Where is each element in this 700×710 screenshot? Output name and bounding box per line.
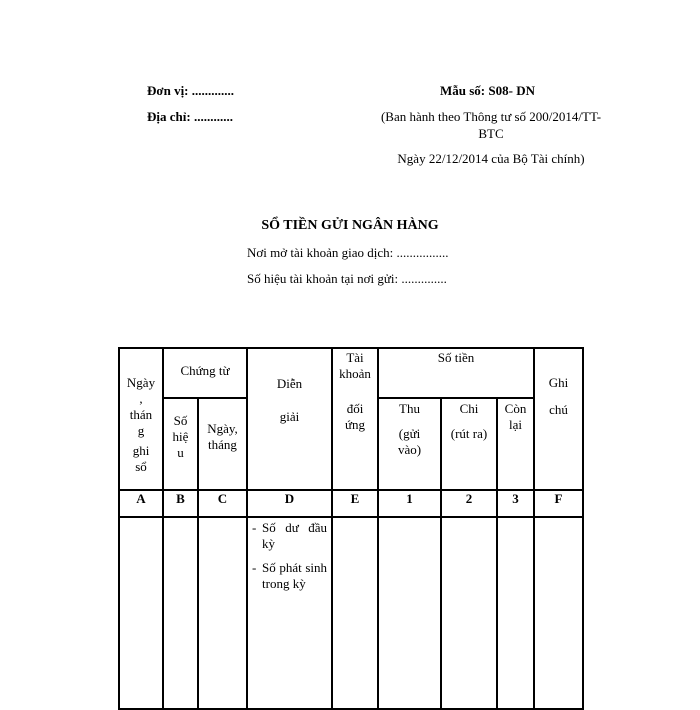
body-cell-remain <box>497 517 534 709</box>
col-voucher-date-header: Ngày, tháng <box>198 398 247 490</box>
body-cell-account <box>332 517 378 709</box>
letter-f: F <box>534 490 583 517</box>
col-in-header: Thu (gửi vào) <box>378 398 441 490</box>
col-voucher-number-header: Số hiệ u <box>163 398 198 490</box>
page-title: SỔ TIỀN GỬI NGÂN HÀNG <box>261 218 439 233</box>
account-number-line: Số hiệu tài khoản tại nơi gửi: .............. <box>247 271 447 286</box>
body-cell-in <box>378 517 441 709</box>
body-cell-out <box>441 517 497 709</box>
account-place-line: Nơi mở tài khoản giao dịch: ................ <box>247 245 449 260</box>
list-item: - Số dư đầu kỳ <box>252 520 327 551</box>
letter-2: 2 <box>441 490 497 517</box>
col-description-header: Diễn giải <box>247 348 332 490</box>
amount-group-header: Số tiền <box>378 348 534 398</box>
body-cell-note <box>534 517 583 709</box>
letter-a: A <box>119 490 163 517</box>
issued-date: Ngày 22/12/2014 của Bộ Tài chính) <box>397 151 585 166</box>
letter-e: E <box>332 490 378 517</box>
body-cell-voucher-number <box>163 517 198 709</box>
letter-c: C <box>198 490 247 517</box>
col-note-header: Ghi chú <box>534 348 583 490</box>
issued-by-line1: (Ban hành theo Thông tư số 200/2014/TT- <box>380 109 602 124</box>
voucher-group-header: Chứng từ <box>163 348 247 398</box>
address-label: Địa chỉ: ............ <box>147 109 233 124</box>
body-cell-description <box>247 517 332 709</box>
col-date-header: Ngày , thán g ghi sổ <box>119 348 163 490</box>
unit-label: Đơn vị: ............. <box>147 83 235 98</box>
ledger-table <box>118 347 584 710</box>
col-account-header: Tài khoản đối ứng <box>332 348 378 490</box>
form-number: Mẫu số: S08- DN <box>440 83 535 98</box>
issued-by-line2: BTC <box>478 126 504 141</box>
list-item: - Số phát sinh trong kỳ <box>252 560 327 591</box>
col-remain-header: Còn lại <box>497 398 534 490</box>
letter-d: D <box>247 490 332 517</box>
col-out-header: Chi (rút ra) <box>441 398 497 490</box>
letter-b: B <box>163 490 198 517</box>
letter-1: 1 <box>378 490 441 517</box>
body-cell-voucher-date <box>198 517 247 709</box>
letter-3: 3 <box>497 490 534 517</box>
body-cell-date <box>119 517 163 709</box>
